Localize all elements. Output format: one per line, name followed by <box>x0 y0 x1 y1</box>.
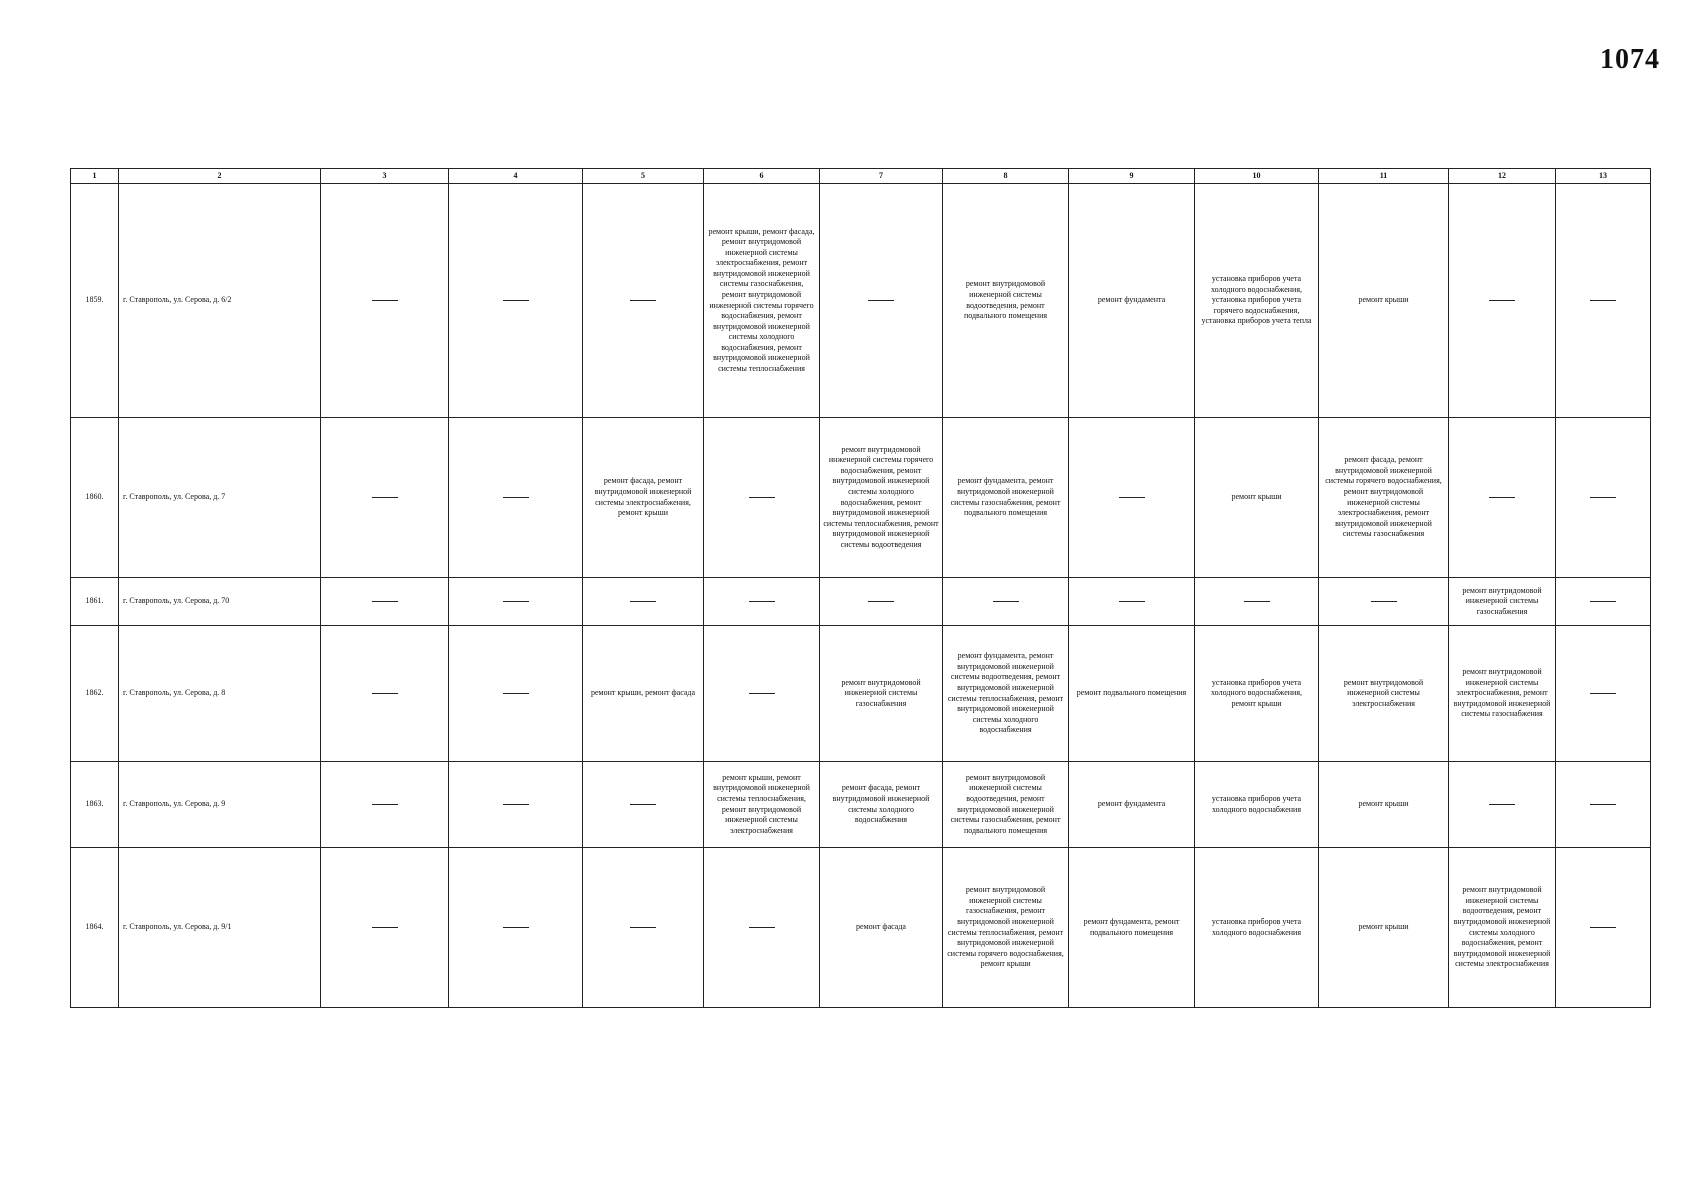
cell-text: ремонт внутридомовой инженерной системы водоотведения, ремонт внутридомовой инженерной системы холодного водоснабжения, ремонт внутридомовой инженерной системы электроснабжения <box>1453 885 1551 969</box>
work-cell-col-12 <box>1449 848 1556 1008</box>
empty-dash <box>1590 601 1616 602</box>
cell-text: 1863. <box>85 799 104 809</box>
row-number <box>71 578 119 626</box>
column-header-7: 7 <box>820 169 943 184</box>
cell-text: ремонт крыши <box>1358 922 1409 932</box>
empty-dash <box>749 693 775 694</box>
cell-text: ремонт внутридомовой инженерной системы горячего водоснабжения, ремонт внутридомовой инженерной системы холодного водоснабжения, ремонт внутридомовой инженерной системы теплоснабжения, ремонт внутридомовой инженерной системы водоотведения <box>823 444 939 549</box>
work-cell-col-6 <box>704 762 820 848</box>
cell-text: установка приборов учета холодного водоснабжения <box>1211 793 1302 814</box>
cell-text: 1861. <box>85 596 104 606</box>
work-cell-col-9 <box>1069 578 1195 626</box>
cell-text: ремонт внутридомовой инженерной системы газоснабжения <box>1462 585 1542 616</box>
empty-dash <box>1590 497 1616 498</box>
work-cell-col-13 <box>1556 418 1651 578</box>
cell-text: 1862. <box>85 688 104 698</box>
cell-text: ремонт фундамента <box>1097 295 1166 305</box>
empty-dash <box>630 804 656 805</box>
cell-text: ремонт внутридомовой инженерной системы водоотведения, ремонт подвального помещения <box>963 279 1048 321</box>
empty-dash <box>372 300 398 301</box>
cell-text: г. Ставрополь, ул. Серова, д. 70 <box>123 596 230 606</box>
work-cell-col-13 <box>1556 848 1651 1008</box>
work-cell-col-3 <box>321 418 449 578</box>
work-cell-col-8 <box>943 578 1069 626</box>
column-header-1: 1 <box>71 169 119 184</box>
work-cell-col-4 <box>449 418 583 578</box>
empty-dash <box>1489 804 1515 805</box>
work-cell-col-5 <box>583 418 704 578</box>
cell-text: ремонт фундамента, ремонт внутридомовой инженерной системы водоотведения, ремонт внутридомовой инженерной системы теплоснабжения, ремонт внутридомовой инженерной системы холодного водоснабжения <box>947 651 1064 735</box>
work-cell-col-9 <box>1069 184 1195 418</box>
empty-dash <box>868 300 894 301</box>
work-cell-col-3 <box>321 578 449 626</box>
work-cell-col-5 <box>583 762 704 848</box>
empty-dash <box>503 804 529 805</box>
work-cell-col-11 <box>1319 184 1449 418</box>
address-cell <box>119 626 321 762</box>
work-cell-col-7 <box>820 418 943 578</box>
work-cell-col-12 <box>1449 184 1556 418</box>
work-cell-col-10 <box>1195 418 1319 578</box>
table-row <box>71 184 1651 418</box>
cell-text: ремонт крыши <box>1358 295 1409 305</box>
work-cell-col-4 <box>449 626 583 762</box>
empty-dash <box>503 693 529 694</box>
empty-dash <box>630 300 656 301</box>
cell-text: 1860. <box>85 492 104 502</box>
work-cell-col-8 <box>943 418 1069 578</box>
work-cell-col-10 <box>1195 626 1319 762</box>
empty-dash <box>1590 804 1616 805</box>
empty-dash <box>993 601 1019 602</box>
cell-text: ремонт фундамента, ремонт внутридомовой инженерной системы газоснабжения, ремонт подвального помещения <box>950 476 1061 518</box>
cell-text: 1864. <box>85 922 104 932</box>
empty-dash <box>1590 300 1616 301</box>
empty-dash <box>1371 601 1397 602</box>
work-cell-col-9 <box>1069 848 1195 1008</box>
empty-dash <box>503 300 529 301</box>
cell-text: ремонт внутридомовой инженерной системы водоотведения, ремонт внутридомовой инженерной системы газоснабжения, ремонт подвального помещения <box>950 772 1061 835</box>
address-cell <box>119 578 321 626</box>
work-cell-col-12 <box>1449 578 1556 626</box>
empty-dash <box>1590 927 1616 928</box>
cell-text: установка приборов учета холодного водоснабжения, установка приборов учета горячего водоснабжения, установка приборов учета тепла <box>1201 274 1312 326</box>
row-number <box>71 762 119 848</box>
work-cell-col-10 <box>1195 848 1319 1008</box>
table-row <box>71 762 1651 848</box>
work-cell-col-7 <box>820 848 943 1008</box>
address-cell <box>119 848 321 1008</box>
column-header-6: 6 <box>704 169 820 184</box>
header-row <box>71 169 1651 184</box>
cell-text: ремонт фасада, ремонт внутридомовой инженерной системы холодного водоснабжения <box>832 783 930 825</box>
cell-text: ремонт крыши, ремонт внутридомовой инженерной системы теплоснабжения, ремонт внутридомовой инженерной системы электроснабжения <box>713 772 810 835</box>
work-cell-col-9 <box>1069 762 1195 848</box>
table-row <box>71 578 1651 626</box>
work-cell-col-4 <box>449 578 583 626</box>
work-cell-col-9 <box>1069 418 1195 578</box>
empty-dash <box>1119 497 1145 498</box>
work-cell-col-11 <box>1319 762 1449 848</box>
table-row <box>71 626 1651 762</box>
work-cell-col-4 <box>449 762 583 848</box>
row-number <box>71 184 119 418</box>
work-cell-col-5 <box>583 848 704 1008</box>
cell-text: установка приборов учета холодного водоснабжения <box>1211 916 1302 937</box>
work-cell-col-6 <box>704 184 820 418</box>
empty-dash <box>372 693 398 694</box>
work-cell-col-6 <box>704 848 820 1008</box>
column-header-3: 3 <box>321 169 449 184</box>
table-header <box>71 169 1651 184</box>
work-cell-col-8 <box>943 762 1069 848</box>
cell-text: г. Ставрополь, ул. Серова, д. 9 <box>123 799 226 809</box>
work-cell-col-13 <box>1556 762 1651 848</box>
work-cell-col-7 <box>820 762 943 848</box>
table-row <box>71 418 1651 578</box>
work-cell-col-6 <box>704 578 820 626</box>
empty-dash <box>503 601 529 602</box>
cell-text: ремонт крыши, ремонт фасада, ремонт внутридомовой инженерной системы электроснабжения, ремонт внутридомовой инженерной системы газоснабжения, ремонт внутридомовой инженерной системы горячего водоснабжения, ремонт внутридомовой инженерной системы холодного водоснабжения, ремонт внутридомовой инженерной системы теплоснабжения <box>708 226 815 373</box>
empty-dash <box>868 601 894 602</box>
cell-text: г. Ставрополь, ул. Серова, д. 9/1 <box>123 922 232 932</box>
column-header-4: 4 <box>449 169 583 184</box>
empty-dash <box>1119 601 1145 602</box>
cell-text: ремонт внутридомовой инженерной системы электроснабжения, ремонт внутридомовой инженерной системы газоснабжения <box>1453 667 1551 719</box>
cell-text: г. Ставрополь, ул. Серова, д. 6/2 <box>123 295 232 305</box>
work-cell-col-6 <box>704 418 820 578</box>
empty-dash <box>630 927 656 928</box>
work-cell-col-3 <box>321 762 449 848</box>
empty-dash <box>372 601 398 602</box>
cell-text: ремонт крыши, ремонт фасада <box>590 688 696 698</box>
work-cell-col-8 <box>943 184 1069 418</box>
empty-dash <box>1489 497 1515 498</box>
work-cell-col-4 <box>449 848 583 1008</box>
column-header-12: 12 <box>1449 169 1556 184</box>
empty-dash <box>503 497 529 498</box>
work-cell-col-11 <box>1319 848 1449 1008</box>
work-cell-col-3 <box>321 848 449 1008</box>
row-number <box>71 848 119 1008</box>
empty-dash <box>749 927 775 928</box>
work-cell-col-7 <box>820 184 943 418</box>
row-number <box>71 418 119 578</box>
cell-text: ремонт фундамента, ремонт подвального помещения <box>1083 916 1180 937</box>
work-cell-col-11 <box>1319 626 1449 762</box>
work-cell-col-13 <box>1556 184 1651 418</box>
work-cell-col-8 <box>943 626 1069 762</box>
empty-dash <box>1590 693 1616 694</box>
work-cell-col-7 <box>820 626 943 762</box>
address-cell <box>119 418 321 578</box>
empty-dash <box>630 601 656 602</box>
work-cell-col-10 <box>1195 184 1319 418</box>
empty-dash <box>372 497 398 498</box>
cell-text: г. Ставрополь, ул. Серова, д. 7 <box>123 492 226 502</box>
work-cell-col-6 <box>704 626 820 762</box>
column-header-9: 9 <box>1069 169 1195 184</box>
work-cell-col-3 <box>321 626 449 762</box>
row-number <box>71 626 119 762</box>
empty-dash <box>749 497 775 498</box>
cell-text: ремонт фундамента <box>1097 799 1166 809</box>
empty-dash <box>503 927 529 928</box>
work-cell-col-12 <box>1449 762 1556 848</box>
table-body <box>71 184 1651 1008</box>
column-header-5: 5 <box>583 169 704 184</box>
page-number: 1074 <box>1600 44 1660 75</box>
column-header-8: 8 <box>943 169 1069 184</box>
column-header-2: 2 <box>119 169 321 184</box>
cell-text: ремонт внутридомовой инженерной системы газоснабжения <box>841 677 921 708</box>
work-cell-col-8 <box>943 848 1069 1008</box>
work-cell-col-10 <box>1195 578 1319 626</box>
work-cell-col-5 <box>583 184 704 418</box>
cell-text: г. Ставрополь, ул. Серова, д. 8 <box>123 688 226 698</box>
cell-text: ремонт фасада <box>856 922 906 932</box>
work-cell-col-7 <box>820 578 943 626</box>
empty-dash <box>1489 300 1515 301</box>
cell-text: установка приборов учета холодного водоснабжения, ремонт крыши <box>1210 677 1302 708</box>
work-cell-col-10 <box>1195 762 1319 848</box>
cell-text: 1859. <box>85 295 104 305</box>
column-header-10: 10 <box>1195 169 1319 184</box>
address-cell <box>119 762 321 848</box>
address-cell <box>119 184 321 418</box>
cell-text: ремонт крыши <box>1358 799 1409 809</box>
column-header-11: 11 <box>1319 169 1449 184</box>
empty-dash <box>372 927 398 928</box>
work-cell-col-5 <box>583 578 704 626</box>
cell-text: ремонт подвального помещения <box>1076 688 1187 698</box>
cell-text: ремонт фасада, ремонт внутридомовой инженерной системы электроснабжения, ремонт крыши <box>594 476 692 518</box>
work-cell-col-11 <box>1319 578 1449 626</box>
empty-dash <box>372 804 398 805</box>
work-cell-col-11 <box>1319 418 1449 578</box>
empty-dash <box>749 601 775 602</box>
work-cell-col-13 <box>1556 578 1651 626</box>
empty-dash <box>1244 601 1270 602</box>
cell-text: ремонт внутридомовой инженерной системы газоснабжения, ремонт внутридомовой инженерной системы теплоснабжения, ремонт внутридомовой инженерной системы горячего водоснабжения, ремонт крыши <box>947 885 1064 969</box>
cell-text: ремонт фасада, ремонт внутридомовой инженерной системы горячего водоснабжения, ремонт внутридомовой инженерной системы электроснабжения, ремонт внутридомовой инженерной системы газоснабжения <box>1325 455 1442 539</box>
work-cell-col-12 <box>1449 626 1556 762</box>
table-row <box>71 848 1651 1008</box>
work-cell-col-9 <box>1069 626 1195 762</box>
cell-text: ремонт внутридомовой инженерной системы электроснабжения <box>1343 677 1424 708</box>
work-cell-col-12 <box>1449 418 1556 578</box>
work-cell-col-5 <box>583 626 704 762</box>
column-header-13: 13 <box>1556 169 1651 184</box>
register-table <box>70 168 1651 1008</box>
work-cell-col-4 <box>449 184 583 418</box>
work-cell-col-3 <box>321 184 449 418</box>
cell-text: ремонт крыши <box>1231 492 1282 502</box>
work-cell-col-13 <box>1556 626 1651 762</box>
